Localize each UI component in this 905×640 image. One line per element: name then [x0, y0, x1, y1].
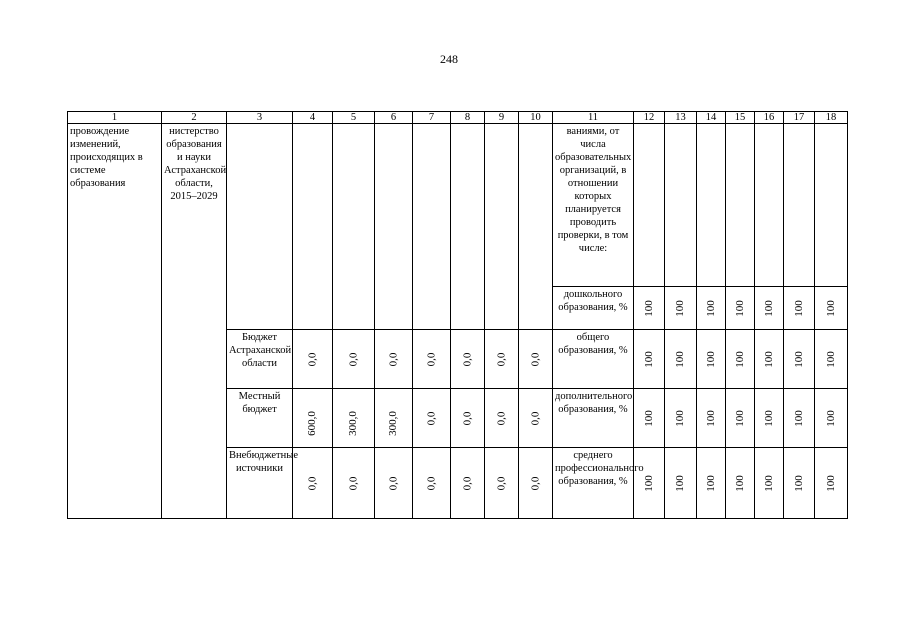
target-value: 100 [824, 350, 837, 368]
empty-cell [451, 124, 485, 330]
target-value: 100 [642, 350, 655, 368]
empty-cell [697, 124, 726, 287]
header-cell: 13 [665, 112, 697, 124]
funding-amount: 0,0 [387, 476, 399, 490]
target-value: 100 [642, 299, 655, 317]
indicator-intro: ваниями, от числа образовательных организаций, в отношении которых планируется проводить проверки, в том числе: [553, 124, 634, 287]
funding-amount: 0,0 [347, 476, 359, 490]
page-number: 248 [440, 52, 458, 66]
funding-amount: 0,0 [495, 352, 507, 366]
header-cell: 7 [413, 112, 451, 124]
funding-amount: 0,0 [529, 411, 541, 425]
target-value: 100 [824, 299, 837, 317]
target-value: 100 [674, 350, 686, 368]
header-cell: 6 [375, 112, 413, 124]
funding-amount: 600,0 [306, 410, 318, 436]
empty-cell [815, 124, 848, 287]
empty-cell [227, 124, 293, 330]
target-value: 100 [704, 299, 717, 317]
header-cell: 15 [726, 112, 755, 124]
funding-amount: 0,0 [425, 352, 437, 366]
program-table [67, 111, 848, 519]
funding-amount: 0,0 [347, 352, 359, 366]
header-cell: 9 [485, 112, 519, 124]
empty-cell [755, 124, 784, 287]
target-value: 100 [704, 474, 717, 492]
target-value: 100 [733, 350, 746, 368]
funding-source: Местный бюджет [227, 389, 293, 448]
sub-indicator-name: дополнительного образования, % [553, 389, 634, 448]
empty-cell [485, 124, 519, 330]
target-value: 100 [792, 409, 805, 427]
target-value: 100 [824, 474, 837, 492]
header-cell: 17 [784, 112, 815, 124]
empty-cell [293, 124, 333, 330]
target-value: 100 [824, 409, 837, 427]
target-value: 100 [642, 474, 655, 492]
funding-source: Бюджет Астраханской области [227, 330, 293, 389]
target-value: 100 [674, 299, 686, 317]
funding-amount: 300,0 [387, 410, 399, 436]
empty-cell [375, 124, 413, 330]
header-cell: 2 [162, 112, 227, 124]
target-value: 100 [642, 409, 655, 427]
target-value: 100 [792, 299, 805, 317]
header-cell: 4 [293, 112, 333, 124]
measure-description: провождение изменений, происходящих в системе образования [68, 124, 162, 519]
target-value: 100 [792, 350, 805, 368]
target-value: 100 [762, 474, 775, 492]
empty-cell [665, 124, 697, 287]
target-value: 100 [674, 474, 686, 492]
empty-cell [784, 124, 815, 287]
target-value: 100 [762, 299, 775, 317]
funding-amount: 0,0 [461, 352, 473, 366]
funding-amount: 0,0 [387, 352, 399, 366]
header-cell: 18 [815, 112, 848, 124]
sub-indicator-name: среднего профессионального образования, % [553, 448, 634, 519]
funding-amount: 0,0 [529, 352, 541, 366]
empty-cell [413, 124, 451, 330]
funding-amount: 0,0 [306, 476, 318, 490]
target-value: 100 [674, 409, 686, 427]
target-value: 100 [792, 474, 805, 492]
executor-period: нистерство образования и науки Астраханской области, 2015–2029 [162, 124, 227, 519]
empty-cell [333, 124, 375, 330]
funding-amount: 0,0 [425, 476, 437, 490]
target-value: 100 [733, 409, 746, 427]
header-cell: 5 [333, 112, 375, 124]
sub-indicator-name: дошкольного образования, % [553, 287, 634, 330]
target-value: 100 [733, 299, 746, 317]
empty-cell [726, 124, 755, 287]
header-cell: 11 [553, 112, 634, 124]
header-cell: 1 [68, 112, 162, 124]
funding-amount: 0,0 [306, 352, 318, 366]
empty-cell [634, 124, 665, 287]
funding-amount: 0,0 [425, 411, 437, 425]
header-cell: 16 [755, 112, 784, 124]
sub-indicator-name: общего образования, % [553, 330, 634, 389]
target-value: 100 [704, 350, 717, 368]
target-value: 100 [762, 350, 775, 368]
header-cell: 10 [519, 112, 553, 124]
header-cell: 14 [697, 112, 726, 124]
funding-amount: 0,0 [461, 476, 473, 490]
funding-amount: 0,0 [461, 411, 473, 425]
header-cell: 3 [227, 112, 293, 124]
target-value: 100 [762, 409, 775, 427]
header-row [68, 112, 848, 124]
funding-source: Внебюджетные источники [227, 448, 293, 519]
target-value: 100 [733, 474, 746, 492]
table-row [68, 124, 848, 287]
funding-amount: 0,0 [495, 476, 507, 490]
funding-amount: 0,0 [529, 476, 541, 490]
empty-cell [519, 124, 553, 330]
header-cell: 8 [451, 112, 485, 124]
target-value: 100 [704, 409, 717, 427]
funding-amount: 300,0 [347, 410, 359, 436]
funding-amount: 0,0 [495, 411, 507, 425]
header-cell: 12 [634, 112, 665, 124]
